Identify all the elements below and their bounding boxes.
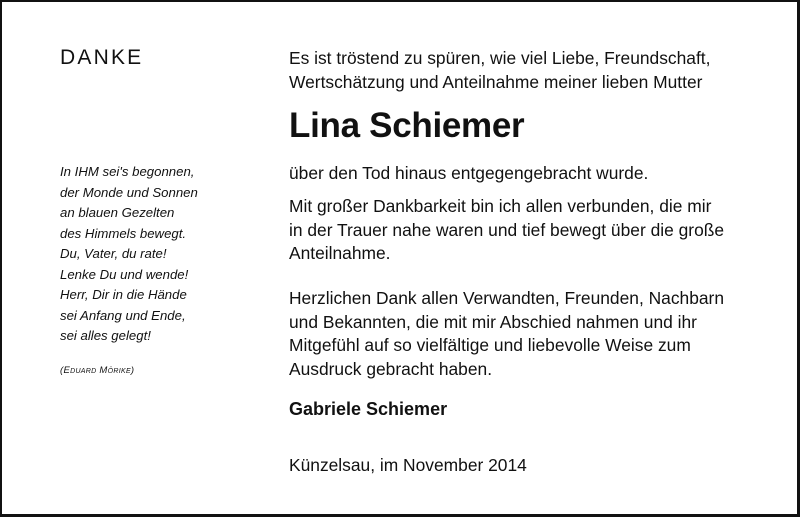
poem-line: In IHM sei's begonnen,	[60, 164, 195, 179]
poem-line: sei Anfang und Ende,	[60, 307, 186, 323]
notice-heading: DANKE	[60, 46, 144, 69]
paragraph-line: und Bekannten, die mit mir Abschied nahmen und ihr	[289, 311, 697, 332]
poem-line: Lenke Du und wende!	[60, 266, 189, 282]
paragraph-line: Mitgefühl auf so vielfältige und liebevolle Weise zum	[289, 335, 691, 355]
place-and-date: Künzelsau, im November 2014	[289, 455, 527, 475]
paragraph-line: Ausdruck gebracht haben.	[289, 358, 493, 379]
intro-text	[289, 47, 710, 94]
signature-name: Gabriele Schiemer	[289, 399, 448, 419]
paragraph-line: Mit großer Dankbarkeit bin ich allen verbunden, die mir	[289, 196, 712, 216]
poem-line: des Himmels bewegt.	[60, 225, 187, 241]
deceased-name: Lina Schiemer	[289, 106, 525, 145]
poem-line: der Monde und Sonnen	[60, 184, 198, 200]
paragraph-line: Herzlichen Dank allen Verwandten, Freunden, Nachbarn	[289, 288, 725, 308]
poem-author: (Eduard Mörike)	[60, 365, 135, 376]
paragraph-line: Anteilnahme.	[289, 243, 391, 263]
poem-line: sei alles gelegt!	[60, 328, 151, 343]
poem	[60, 162, 198, 347]
paragraph-line: in der Trauer nahe waren und tief bewegt über die große	[289, 219, 725, 240]
after-name-text: über den Tod hinaus entgegengebracht wurde.	[289, 163, 649, 183]
gratitude-paragraph	[289, 195, 724, 266]
poem-line: an blauen Gezelten	[60, 205, 175, 220]
poem-line: Du, Vater, du rate!	[60, 246, 167, 261]
thanks-paragraph	[289, 287, 724, 381]
intro-line: Wertschätzung und Anteilnahme meiner lieben Mutter	[289, 71, 703, 92]
intro-line: Es ist tröstend zu spüren, wie viel Liebe, Freundschaft,	[289, 48, 711, 68]
poem-line: Herr, Dir in die Hände	[60, 287, 187, 302]
